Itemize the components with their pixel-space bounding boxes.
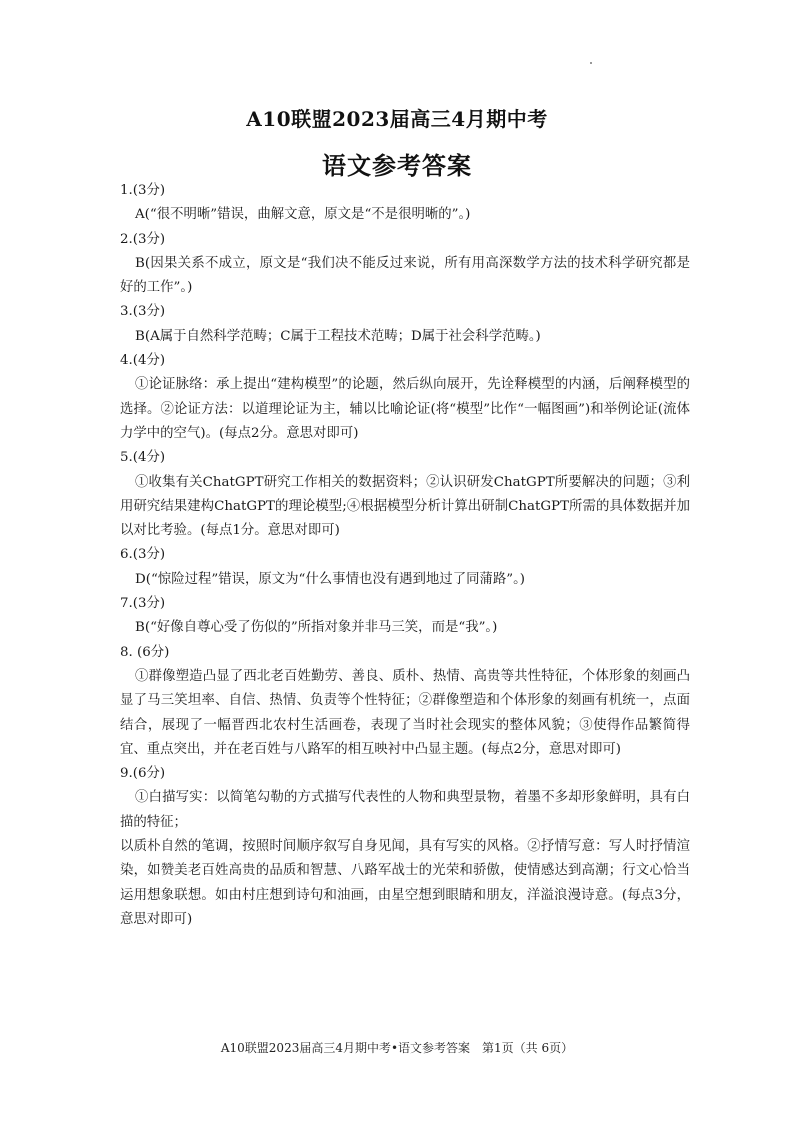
answer-list: [120, 179, 690, 932]
answer-4: ①论证脉络：承上提出“建构模型”的论题，然后纵向展开，先诠释模型的内涵，后阐释模型的选择。②论证方法：以道理论证为主，辅以比喻论证(将“模型”比作“一幅图画”)和举例论证(流体力学中的空气)。(每点2分。意思对即可): [120, 377, 690, 441]
exam-title: A10联盟2023届高三4月期中考: [246, 107, 548, 131]
answer-2: B(因果关系不成立，原文是“我们决不能反过来说，所有用高深数学方法的技术科学研究都是好的工作”。): [120, 255, 690, 296]
question-number-5: 5.(4分): [120, 450, 166, 466]
answer-3: B(A属于自然科学范畴；C属于工程技术范畴；D属于社会科学范畴。): [135, 328, 541, 344]
answer-1: A(“很不明晰”错误，曲解文意，原文是“不是很明晰的”。): [135, 207, 471, 223]
question-number-6: 6.(3分): [120, 547, 166, 563]
answer-6: D(“惊险过程”错误，原文为“什么事情也没有遇到地过了同蒲路”。): [135, 571, 526, 587]
question-number-7: 7.(3分): [120, 596, 166, 612]
question-number-2: 2.(3分): [120, 231, 166, 247]
question-number-8: 8. (6分): [120, 644, 170, 660]
answer-7: B(“好像自尊心受了伤似的”所指对象并非马三笑，而是“我”。): [135, 620, 498, 636]
question-number-1: 1.(3分): [120, 183, 166, 198]
answer-8: ①群像塑造凸显了西北老百姓勤劳、善良、质朴、热情、高贵等共性特征，个体形象的刻画凸显了马三笑坦率、自信、热情、负责等个性特征；②群像塑造和个体形象的刻画有机统一，点面结合，展现了一幅晋西北农村生活画卷，表现了当时社会现实的整体风貌；③使得作品繁简得宜、重点突出，并在老百姓与八路军的相互映衬中凸显主题。(每点2分，意思对即可): [120, 668, 690, 757]
scan-dot: [590, 62, 592, 64]
answer-5: ①收集有关ChatGPT研究工作相关的数据资料；②认识研发ChatGPT所要解决的问题；③利用研究结果建构ChatGPT的理论模型;④根据模型分析计算出研制ChatGPT所需的具体数据并加以对比考验。(每点1分。意思对即可): [120, 474, 690, 539]
answer-key-title: 语文参考答案: [322, 151, 472, 180]
page-footer: A10联盟2023届高三4月期中考•语文参考答案 第1页（共 6页）: [220, 1041, 574, 1055]
answer-9: ①白描写实：以简笔勾勒的方式描写代表性的人物和典型景物，着墨不多却形象鲜明，具有白描的特征；: [120, 790, 690, 830]
answer-9-continued: 以质朴自然的笔调，按照时间顺序叙写自身见闻，具有写实的风格。②抒情写意：写人时抒情渲染，如赞美老百姓高贵的品质和智慧、八路军战士的光荣和骄傲，使情感达到高潮；行文心恰当运用想象联想。如由村庄想到诗句和油画，由星空想到眼睛和朋友，洋溢浪漫诗意。(每点3分，意思对即可): [120, 839, 690, 927]
question-number-4: 4.(4分): [120, 353, 166, 369]
question-number-9: 9.(6分): [120, 766, 166, 782]
question-number-3: 3.(3分): [120, 304, 166, 320]
